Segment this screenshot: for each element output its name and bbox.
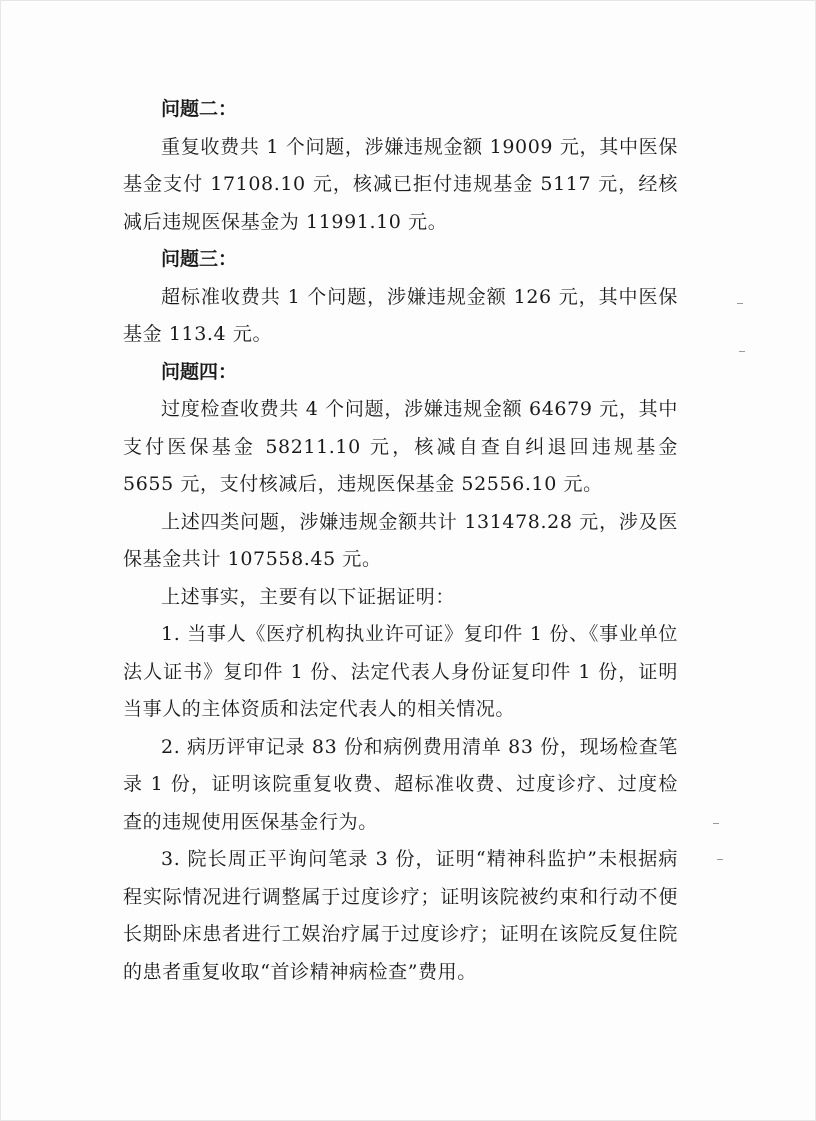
scan-speck bbox=[713, 823, 719, 824]
paragraph-duplicate-charges: 重复收费共 1 个问题，涉嫌违规金额 19009 元，其中医保基金支付 17108.10 元，核减已拒付违规基金 5117 元，经核减后违规医保基金为 11991.10 元。 bbox=[123, 135, 678, 233]
scan-speck bbox=[739, 351, 745, 352]
document-body bbox=[123, 91, 678, 991]
paragraph-evidence-1: 1. 当事人《医疗机构执业许可证》复印件 1 份、《事业单位法人证书》复印件 1 份、法定代表人身份证复印件 1 份，证明当事人的主体资质和法定代表人的相关情况。 bbox=[123, 623, 678, 720]
paragraph-summary-totals: 上述四类问题，涉嫌违规金额共计 131478.28 元，涉及医保基金共计 107558.45 元。 bbox=[123, 510, 678, 570]
section-heading-3: 问题三： bbox=[161, 248, 238, 270]
paragraph-evidence-3: 3. 院长周正平询问笔录 3 份，证明“精神科监护”未根据病程实际情况进行调整属于过度诊疗；证明该院被约束和行动不便长期卧床患者进行工娱治疗属于过度诊疗；证明在该院反复住院的患者重复收取“首诊精神病检查”费用。 bbox=[123, 848, 678, 983]
paragraph-excessive-exams: 过度检查收费共 4 个问题，涉嫌违规金额 64679 元，其中支付医保基金 58211.10 元，核减自查自纠退回违规基金 5655 元，支付核减后，违规医保基金 52556.10 元。 bbox=[123, 398, 678, 495]
section-heading-4: 问题四： bbox=[161, 360, 238, 383]
scan-speck bbox=[717, 859, 723, 860]
paragraph-over-standard-charges: 超标准收费共 1 个问题，涉嫌违规金额 126 元，其中医保基金 113.4 元。 bbox=[123, 285, 678, 345]
scan-speck bbox=[737, 303, 743, 304]
paragraph-evidence-2: 2. 病历评审记录 83 份和病例费用清单 83 份，现场检查笔录 1 份，证明该院重复收费、超标准收费、过度诊疗、过度检查的违规使用医保基金行为。 bbox=[123, 735, 678, 833]
section-heading-2: 问题二： bbox=[161, 98, 238, 120]
paragraph-evidence-intro: 上述事实，主要有以下证据证明： bbox=[161, 585, 456, 608]
